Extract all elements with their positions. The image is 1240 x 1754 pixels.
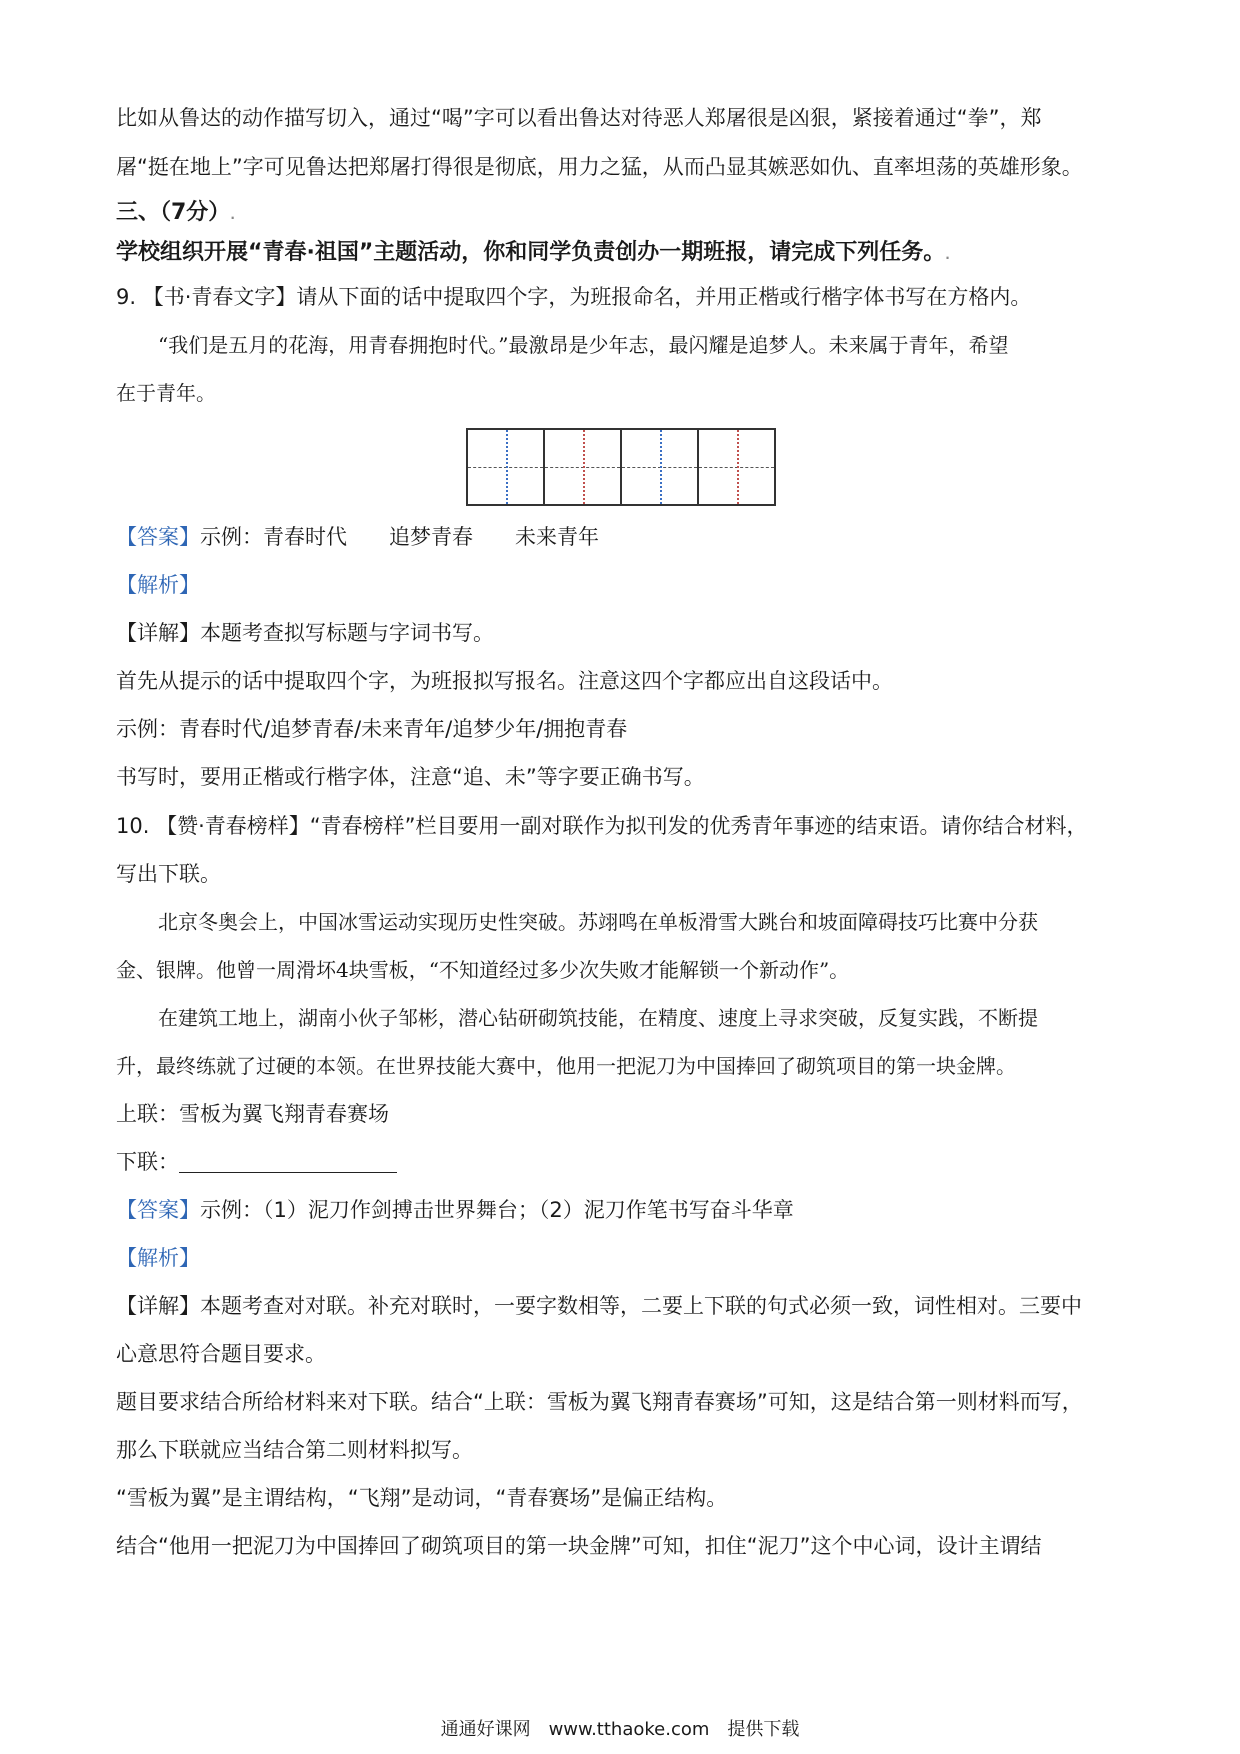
question-10: 写出下联。 <box>116 862 221 886</box>
detail-line: 【详解】本题考查拟写标题与字词书写。 <box>116 621 494 645</box>
answer-tag: 【答案】 <box>116 525 200 549</box>
detail-line: 心意思符合题目要求。 <box>116 1342 326 1366</box>
question-9: 9. 【书·青春文字】请从下面的话中提取四个字，为班报命名，并用正楷或行楷字体书写在方格内。 <box>116 285 1032 309</box>
section-intro: 学校组织开展“青春·祖国”主题活动，你和同学负责创办一期班报，请完成下列任务。. <box>116 240 950 265</box>
answer-tag: 【答案】 <box>116 1198 200 1222</box>
section-heading: 三、（7分）. <box>116 200 235 225</box>
paragraph-line: 比如从鲁达的动作描写切入，通过“喝”字可以看出鲁达对待恶人郑屠很是凶狠，紧接着通过“拳”，郑 <box>116 106 1042 130</box>
answer-line: 【答案】示例：（1）泥刀作剑搏击世界舞台；（2）泥刀作笔书写奋斗华章 <box>116 1198 794 1222</box>
detail-line: 示例：青春时代/追梦青春/未来青年/追梦少年/拥抱青春 <box>116 717 628 741</box>
detail-line: 书写时，要用正楷或行楷字体，注意“追、未”等字要正确书写。 <box>116 765 705 789</box>
question-10: 10. 【赞·青春榜样】“青春榜样”栏目要用一副对联作为拟刊发的优秀青年事迹的结束语。请你结合材料， <box>116 814 1088 838</box>
detail-line: 那么下联就应当结合第二则材料拟写。 <box>116 1438 473 1462</box>
detail-line: 【详解】本题考查对对联。补充对联时，一要字数相等，二要上下联的句式必须一致，词性相对。三要中 <box>116 1294 1082 1318</box>
quote-line: 在于青年。 <box>116 381 216 405</box>
writing-grid <box>466 428 776 506</box>
quote-line: “我们是五月的花海，用青春拥抱时代。”最激昂是少年志，最闪耀是追梦人。未来属于青年，希望 <box>158 333 1009 357</box>
analysis-tag: 【解析】 <box>116 1246 200 1270</box>
paragraph-line: 屠“挺在地上”字可见鲁达把郑屠打得很是彻底，用力之猛，从而凸显其嫉恶如仇、直率坦荡的英雄形象。 <box>116 155 1083 179</box>
detail-line: 结合“他用一把泥刀为中国捧回了砌筑项目的第一块金牌”可知，扣住“泥刀”这个中心词，设计主谓结 <box>116 1534 1042 1558</box>
analysis-tag: 【解析】 <box>116 573 200 597</box>
material-line: 升，最终练就了过硬的本领。在世界技能大赛中，他用一把泥刀为中国捧回了砌筑项目的第一块金牌。 <box>116 1054 1016 1078</box>
answer-blank <box>179 1150 397 1173</box>
answer-line: 【答案】示例：青春时代 追梦青春 未来青年 <box>116 525 599 549</box>
footer-text: 通通好课网 www.tthaoke.com 提供下载 <box>440 1719 800 1740</box>
upper-couplet: 上联：雪板为翼飞翔青春赛场 <box>116 1102 389 1126</box>
material-line: 金、银牌。他曾一周滑坏4块雪板，“不知道经过多少次失败才能解锁一个新动作”。 <box>116 958 850 982</box>
material-line: 在建筑工地上，湖南小伙子邹彬，潜心钻研砌筑技能，在精度、速度上寻求突破，反复实践，不断提 <box>158 1006 1038 1030</box>
lower-couplet: 下联： <box>116 1147 1126 1177</box>
grid-cell <box>468 430 545 504</box>
detail-line: 首先从提示的话中提取四个字，为班报拟写报名。注意这四个字都应出自这段话中。 <box>116 669 893 693</box>
grid-cell <box>699 430 774 504</box>
grid-cell <box>622 430 699 504</box>
material-line: 北京冬奥会上，中国冰雪运动实现历史性突破。苏翊鸣在单板滑雪大跳台和坡面障碍技巧比赛中分获 <box>158 910 1038 934</box>
detail-line: “雪板为翼”是主谓结构，“飞翔”是动词，“青春赛场”是偏正结构。 <box>116 1486 728 1510</box>
detail-line: 题目要求结合所给材料来对下联。结合“上联：雪板为翼飞翔青春赛场”可知，这是结合第一则材料而写， <box>116 1390 1083 1414</box>
grid-cell <box>545 430 622 504</box>
